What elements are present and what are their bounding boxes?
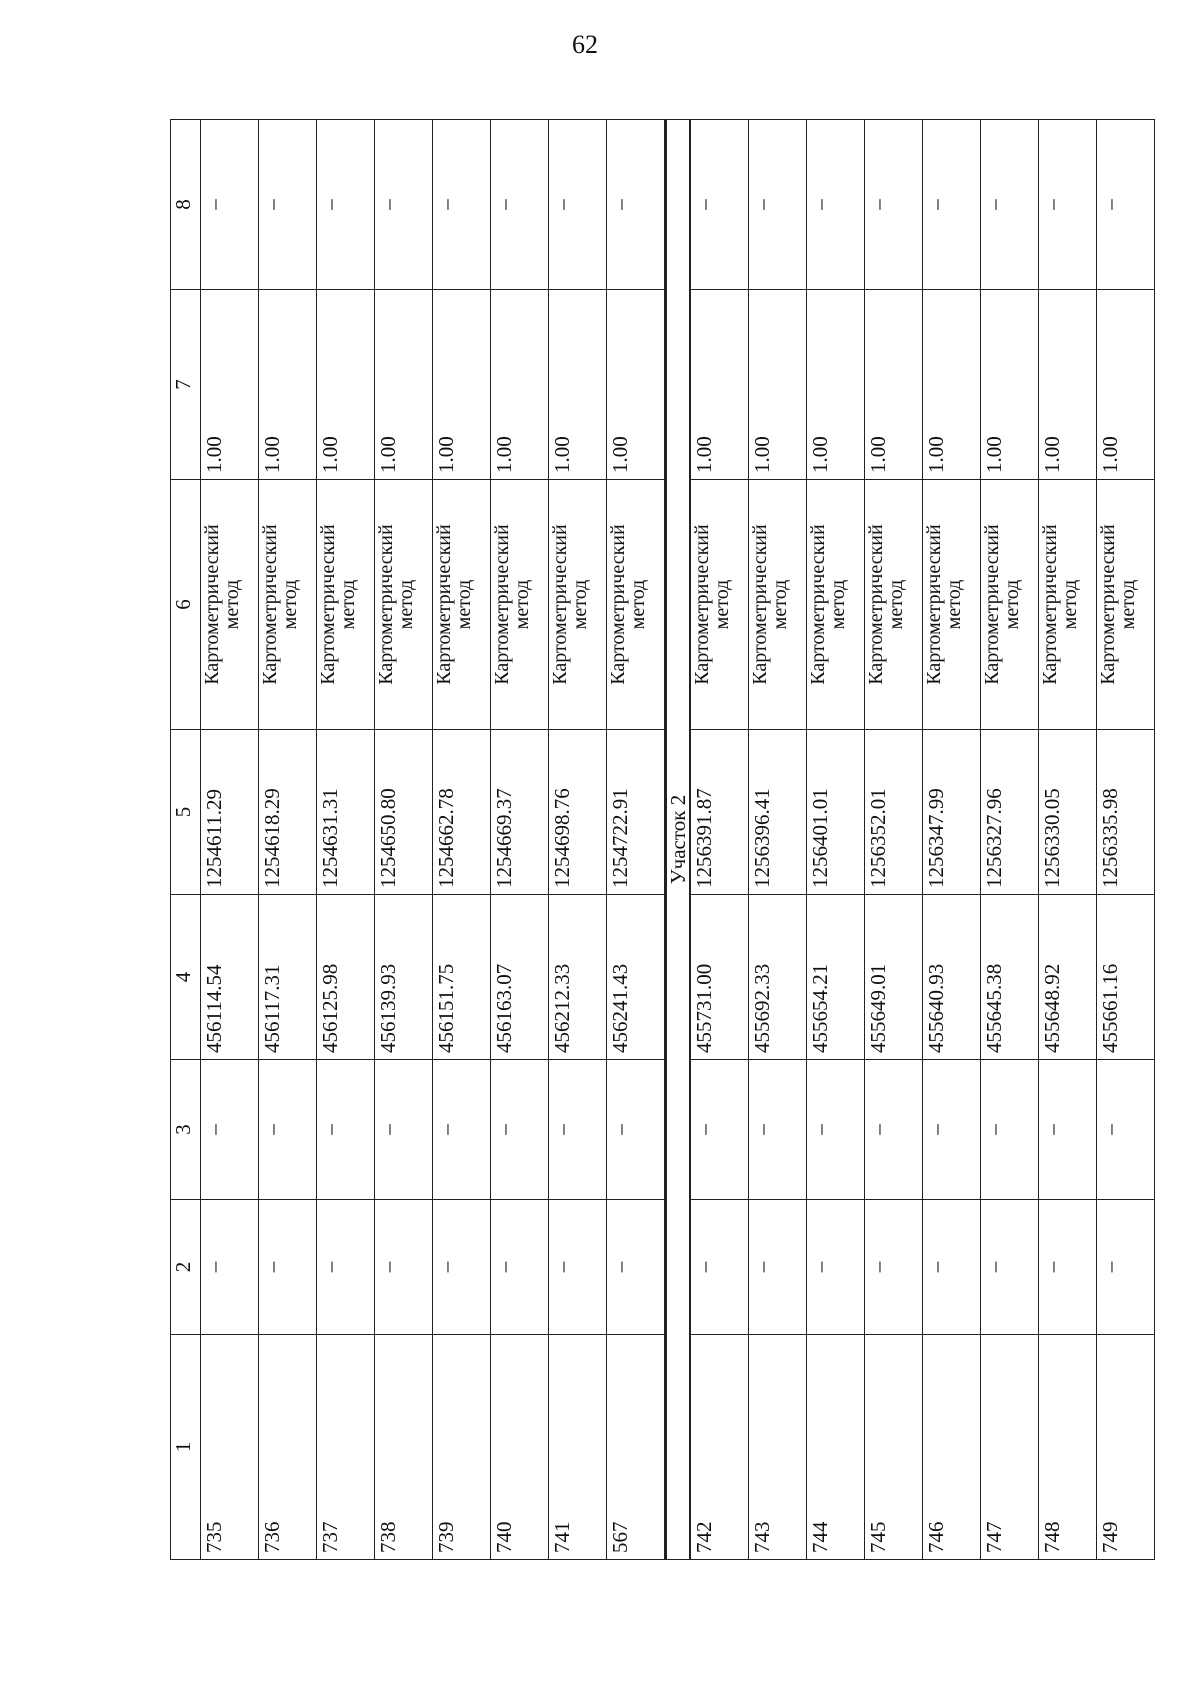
column-8-cell: –: [491, 120, 549, 290]
accuracy-cell: 1.00: [433, 290, 491, 480]
accuracy-cell: 1.00: [607, 290, 666, 480]
header-cell: 4: [171, 895, 201, 1060]
accuracy-cell: 1.00: [807, 290, 865, 480]
point-number-cell: 736: [259, 1335, 317, 1560]
table-row: [259, 120, 317, 1560]
header-cell: 7: [171, 290, 201, 480]
method-cell: [807, 480, 865, 730]
column-3-cell: –: [1039, 1060, 1097, 1200]
method-line-2: метод: [710, 579, 733, 630]
x-coordinate-cell: 455654.21: [807, 895, 865, 1060]
point-number-cell: 749: [1097, 1335, 1155, 1560]
column-3-cell: –: [201, 1060, 259, 1200]
method-cell: [491, 480, 549, 730]
method-line-2: метод: [768, 579, 791, 630]
table-row: [201, 120, 259, 1560]
method-cell: [749, 480, 807, 730]
point-number-cell: 748: [1039, 1335, 1097, 1560]
method-cell: [433, 480, 491, 730]
point-number-cell: 741: [549, 1335, 607, 1560]
column-8-cell: –: [1039, 120, 1097, 290]
accuracy-cell: 1.00: [201, 290, 259, 480]
column-3-cell: –: [923, 1060, 981, 1200]
method-line-1: Картометрический: [1097, 524, 1119, 685]
table-row: [1039, 120, 1097, 1560]
column-3-cell: –: [1097, 1060, 1155, 1200]
table-row: [749, 120, 807, 1560]
column-2-cell: –: [259, 1200, 317, 1335]
accuracy-cell: 1.00: [1039, 290, 1097, 480]
column-3-cell: –: [749, 1060, 807, 1200]
table-row: [491, 120, 549, 1560]
method-cell: [607, 480, 666, 730]
accuracy-cell: 1.00: [259, 290, 317, 480]
method-line-1: Картометрический: [923, 524, 945, 685]
method-line-2: метод: [1000, 579, 1023, 630]
method-line-2: метод: [278, 579, 301, 630]
point-number-cell: 737: [317, 1335, 375, 1560]
method-line-2: метод: [336, 579, 359, 630]
method-line-1: Картометрический: [749, 524, 771, 685]
x-coordinate-cell: 455645.38: [981, 895, 1039, 1060]
column-8-cell: –: [1097, 120, 1155, 290]
method-line-1: Картометрический: [259, 524, 281, 685]
accuracy-cell: 1.00: [981, 290, 1039, 480]
table-row: [607, 120, 666, 1560]
column-3-cell: –: [491, 1060, 549, 1200]
x-coordinate-cell: 456114.54: [201, 895, 259, 1060]
x-coordinate-cell: 456163.07: [491, 895, 549, 1060]
table-row: [865, 120, 923, 1560]
column-8-cell: –: [749, 120, 807, 290]
method-line-1: Картометрический: [549, 524, 571, 685]
method-cell: [201, 480, 259, 730]
method-line-1: Картометрический: [807, 524, 829, 685]
point-number-cell: 735: [201, 1335, 259, 1560]
column-8-cell: –: [981, 120, 1039, 290]
section-label: Участок 2: [666, 120, 691, 1560]
table-row: [1097, 120, 1155, 1560]
column-2-cell: –: [981, 1200, 1039, 1335]
column-8-cell: –: [201, 120, 259, 290]
y-coordinate-cell: 1256335.98: [1097, 730, 1155, 895]
method-cell: [259, 480, 317, 730]
y-coordinate-cell: 1256347.99: [923, 730, 981, 895]
table-row: [433, 120, 491, 1560]
column-3-cell: –: [375, 1060, 433, 1200]
method-line-2: метод: [1116, 579, 1139, 630]
y-coordinate-cell: 1256352.01: [865, 730, 923, 895]
column-8-cell: –: [317, 120, 375, 290]
column-2-cell: –: [549, 1200, 607, 1335]
y-coordinate-cell: 1254662.78: [433, 730, 491, 895]
method-line-2: метод: [626, 579, 649, 630]
method-line-2: метод: [942, 579, 965, 630]
column-2-cell: –: [607, 1200, 666, 1335]
method-line-2: метод: [884, 579, 907, 630]
method-line-2: метод: [568, 579, 591, 630]
accuracy-cell: 1.00: [923, 290, 981, 480]
method-line-1: Картометрический: [491, 524, 513, 685]
method-line-1: Картометрический: [607, 524, 629, 685]
page-number: 62: [572, 30, 598, 59]
method-cell: [865, 480, 923, 730]
method-line-1: Картометрический: [201, 524, 223, 685]
column-8-cell: –: [433, 120, 491, 290]
column-2-cell: –: [749, 1200, 807, 1335]
method-line-1: Картометрический: [691, 524, 713, 685]
x-coordinate-cell: 456151.75: [433, 895, 491, 1060]
method-cell: [317, 480, 375, 730]
column-2-cell: –: [807, 1200, 865, 1335]
table-row: [317, 120, 375, 1560]
y-coordinate-cell: 1254611.29: [201, 730, 259, 895]
point-number-cell: 738: [375, 1335, 433, 1560]
header-cell: 8: [171, 120, 201, 290]
y-coordinate-cell: 1256396.41: [749, 730, 807, 895]
point-number-cell: 742: [690, 1335, 749, 1560]
method-line-1: Картометрический: [317, 524, 339, 685]
y-coordinate-cell: 1256327.96: [981, 730, 1039, 895]
x-coordinate-cell: 455640.93: [923, 895, 981, 1060]
x-coordinate-cell: 455661.16: [1097, 895, 1155, 1060]
accuracy-cell: 1.00: [549, 290, 607, 480]
method-line-1: Картометрический: [865, 524, 887, 685]
method-line-2: метод: [452, 579, 475, 630]
method-cell: [375, 480, 433, 730]
table-row: [807, 120, 865, 1560]
method-line-1: Картометрический: [1039, 524, 1061, 685]
column-3-cell: –: [317, 1060, 375, 1200]
y-coordinate-cell: 1254650.80: [375, 730, 433, 895]
y-coordinate-cell: 1256391.87: [690, 730, 749, 895]
method-cell: [1039, 480, 1097, 730]
point-number-cell: 743: [749, 1335, 807, 1560]
header-cell: 1: [171, 1335, 201, 1560]
column-8-cell: –: [923, 120, 981, 290]
column-2-cell: –: [690, 1200, 749, 1335]
column-3-cell: –: [607, 1060, 666, 1200]
y-coordinate-cell: 1256330.05: [1039, 730, 1097, 895]
coordinates-table-frame: [170, 120, 1139, 1560]
header-cell: 2: [171, 1200, 201, 1335]
point-number-cell: 567: [607, 1335, 666, 1560]
x-coordinate-cell: 456241.43: [607, 895, 666, 1060]
column-8-cell: –: [690, 120, 749, 290]
method-line-2: метод: [826, 579, 849, 630]
method-line-2: метод: [220, 579, 243, 630]
column-8-cell: –: [549, 120, 607, 290]
coordinates-table: [170, 119, 1155, 1560]
column-2-cell: –: [201, 1200, 259, 1335]
header-cell: 3: [171, 1060, 201, 1200]
method-cell: [549, 480, 607, 730]
x-coordinate-cell: 455731.00: [690, 895, 749, 1060]
column-8-cell: –: [259, 120, 317, 290]
column-8-cell: –: [865, 120, 923, 290]
x-coordinate-cell: 456117.31: [259, 895, 317, 1060]
method-line-1: Картометрический: [375, 524, 397, 685]
accuracy-cell: 1.00: [491, 290, 549, 480]
x-coordinate-cell: 455692.33: [749, 895, 807, 1060]
accuracy-cell: 1.00: [690, 290, 749, 480]
column-2-cell: –: [375, 1200, 433, 1335]
table-row: [923, 120, 981, 1560]
accuracy-cell: 1.00: [375, 290, 433, 480]
column-2-cell: –: [491, 1200, 549, 1335]
header-row: [171, 120, 201, 1560]
column-2-cell: –: [923, 1200, 981, 1335]
x-coordinate-cell: 456139.93: [375, 895, 433, 1060]
method-line-2: метод: [1058, 579, 1081, 630]
table-row: [549, 120, 607, 1560]
column-2-cell: –: [1097, 1200, 1155, 1335]
accuracy-cell: 1.00: [317, 290, 375, 480]
column-3-cell: –: [865, 1060, 923, 1200]
y-coordinate-cell: 1254698.76: [549, 730, 607, 895]
column-3-cell: –: [549, 1060, 607, 1200]
method-cell: [690, 480, 749, 730]
x-coordinate-cell: 456212.33: [549, 895, 607, 1060]
point-number-cell: 740: [491, 1335, 549, 1560]
point-number-cell: 739: [433, 1335, 491, 1560]
method-cell: [1097, 480, 1155, 730]
column-2-cell: –: [317, 1200, 375, 1335]
method-line-2: метод: [510, 579, 533, 630]
column-3-cell: –: [981, 1060, 1039, 1200]
x-coordinate-cell: 455649.01: [865, 895, 923, 1060]
method-cell: [981, 480, 1039, 730]
method-line-1: Картометрический: [981, 524, 1003, 685]
x-coordinate-cell: 455648.92: [1039, 895, 1097, 1060]
x-coordinate-cell: 456125.98: [317, 895, 375, 1060]
column-3-cell: –: [433, 1060, 491, 1200]
column-2-cell: –: [433, 1200, 491, 1335]
accuracy-cell: 1.00: [865, 290, 923, 480]
table-row: [690, 120, 749, 1560]
column-8-cell: –: [807, 120, 865, 290]
point-number-cell: 747: [981, 1335, 1039, 1560]
column-8-cell: –: [375, 120, 433, 290]
point-number-cell: 744: [807, 1335, 865, 1560]
column-3-cell: –: [807, 1060, 865, 1200]
method-line-2: метод: [394, 579, 417, 630]
table-row: [375, 120, 433, 1560]
column-8-cell: –: [607, 120, 666, 290]
table-row: [981, 120, 1039, 1560]
method-line-1: Картометрический: [433, 524, 455, 685]
point-number-cell: 746: [923, 1335, 981, 1560]
header-cell: 6: [171, 480, 201, 730]
method-cell: [923, 480, 981, 730]
y-coordinate-cell: 1254669.37: [491, 730, 549, 895]
section-row: [666, 120, 691, 1560]
y-coordinate-cell: 1254631.31: [317, 730, 375, 895]
column-3-cell: –: [690, 1060, 749, 1200]
header-cell: 5: [171, 730, 201, 895]
column-2-cell: –: [865, 1200, 923, 1335]
y-coordinate-cell: 1254618.29: [259, 730, 317, 895]
accuracy-cell: 1.00: [749, 290, 807, 480]
y-coordinate-cell: 1256401.01: [807, 730, 865, 895]
column-2-cell: –: [1039, 1200, 1097, 1335]
accuracy-cell: 1.00: [1097, 290, 1155, 480]
y-coordinate-cell: 1254722.91: [607, 730, 666, 895]
column-3-cell: –: [259, 1060, 317, 1200]
point-number-cell: 745: [865, 1335, 923, 1560]
